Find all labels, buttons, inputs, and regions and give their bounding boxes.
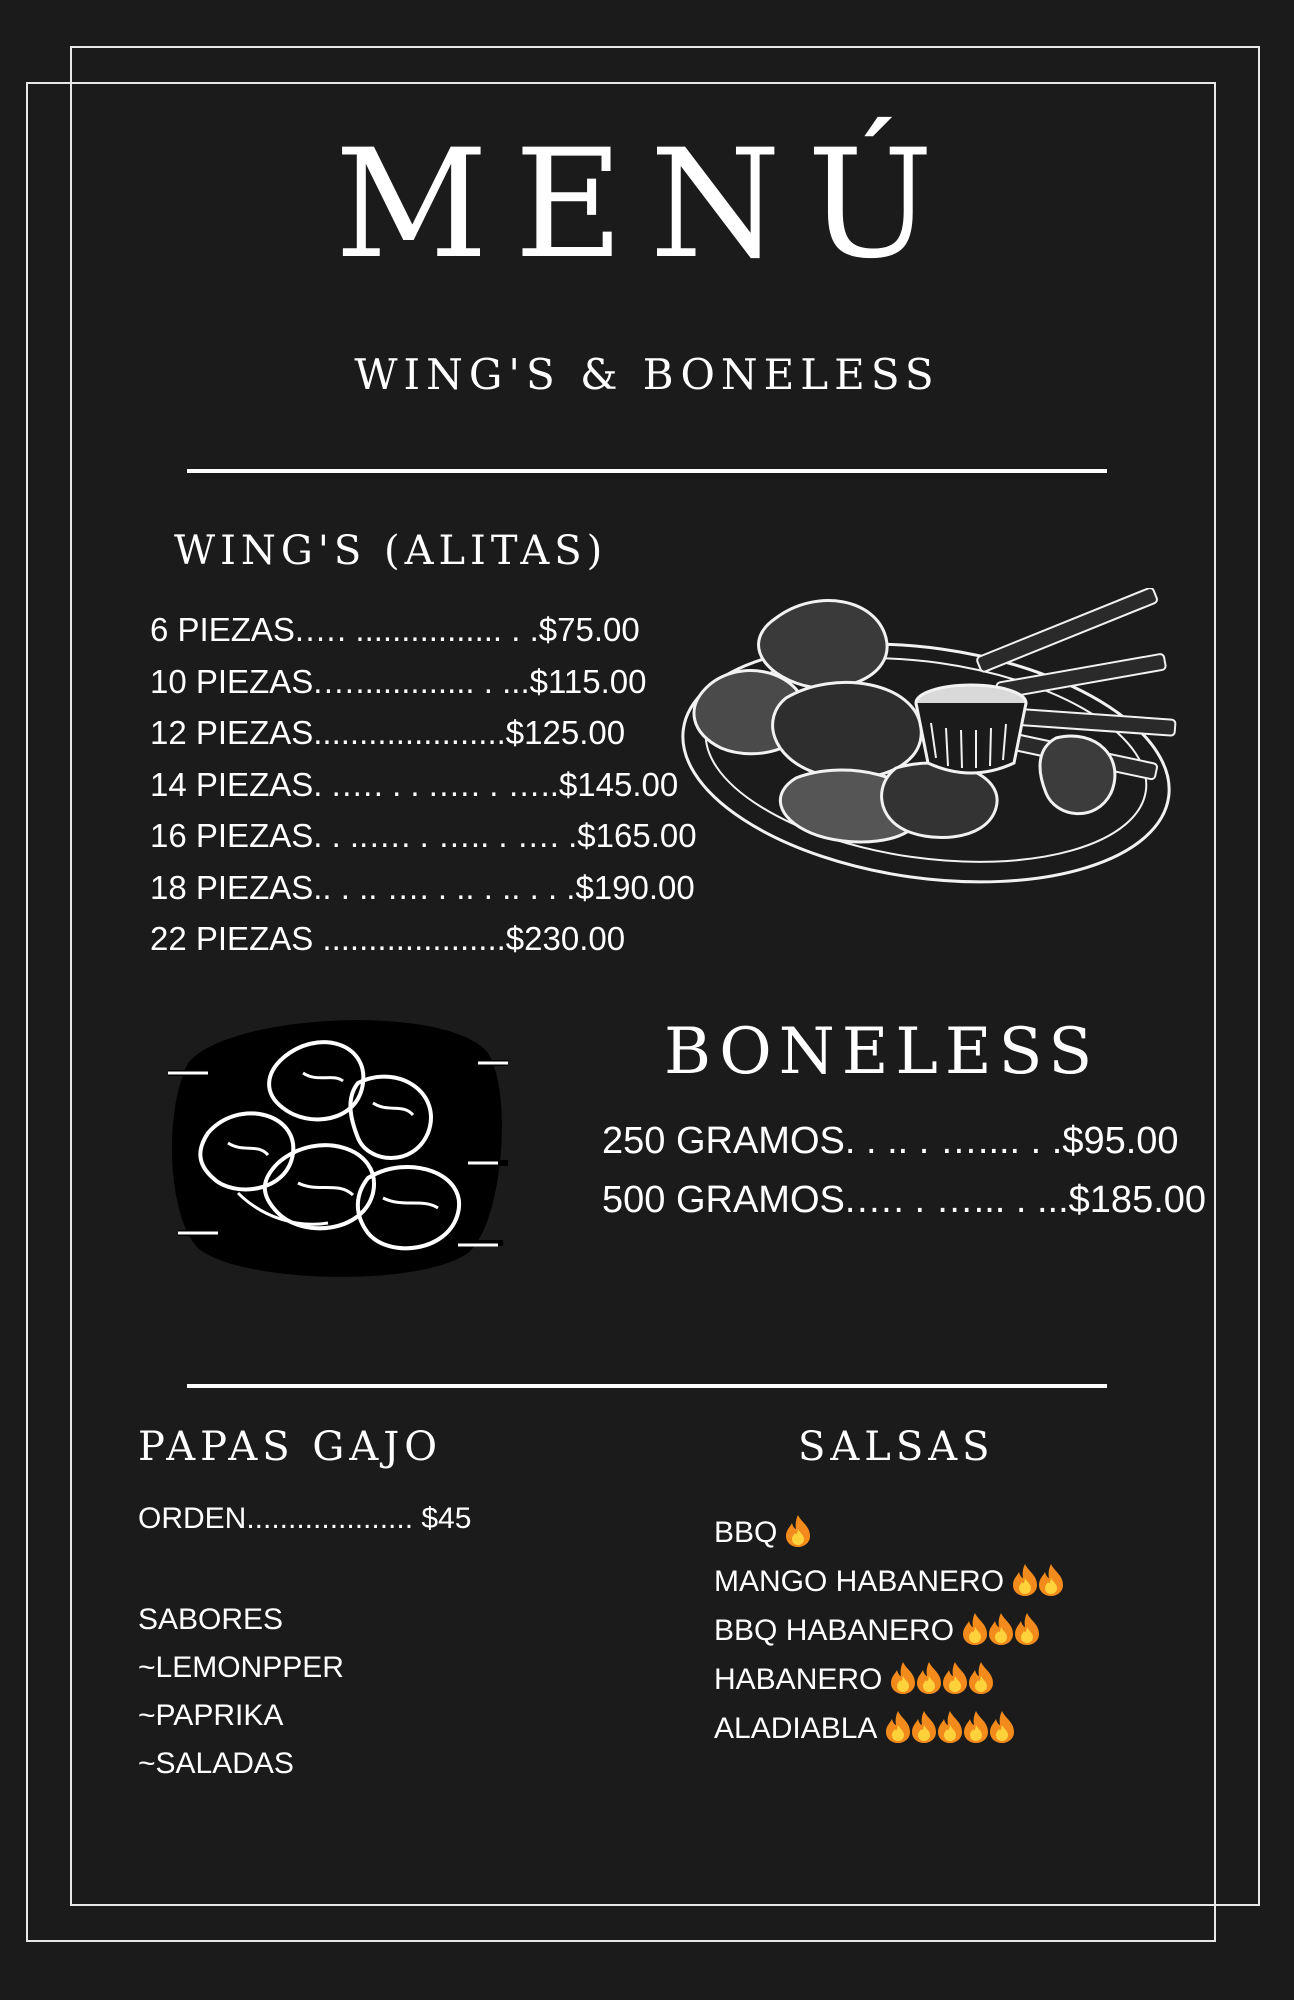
- papas-heading: PAPAS GAJO: [138, 1424, 443, 1470]
- fire-icon: [1012, 1612, 1042, 1646]
- list-item: 16 PIEZAS. . ..…. . ….. . …. .$165.00: [150, 817, 697, 854]
- list-item: [714, 1557, 1062, 1606]
- papas-order-price: ORDEN.................... $45: [138, 1502, 472, 1535]
- list-item: 12 PIEZAS.....................$125.00: [150, 714, 626, 751]
- list-item: [714, 1655, 1062, 1704]
- list-item: [714, 1704, 1062, 1753]
- boneless-illustration: [168, 1003, 508, 1283]
- divider: [187, 1384, 1107, 1388]
- list-item: 18 PIEZAS.. . .. …. . .. . .. . . .$190.00: [150, 868, 695, 906]
- list-item: ~PAPRIKA: [138, 1699, 284, 1732]
- salsa-name: HABANERO: [714, 1663, 883, 1696]
- divider: [187, 469, 1107, 473]
- salsas-list: [714, 1508, 1062, 1753]
- list-item: ~LEMONPPER: [138, 1651, 344, 1684]
- heat-level: [883, 1712, 1013, 1745]
- sabores-list: [138, 1596, 344, 1788]
- list-item: 10 PIEZAS.…............. . ...$115.00: [150, 662, 647, 700]
- wings-price-list: [150, 604, 697, 965]
- heat-level: [783, 1516, 809, 1549]
- fire-icon: [1036, 1563, 1066, 1597]
- heat-level: [888, 1663, 992, 1696]
- salsa-name: BBQ HABANERO: [714, 1614, 955, 1647]
- fire-icon: [987, 1710, 1017, 1744]
- wings-heading: WING'S (ALITAS): [174, 528, 608, 574]
- salsas-heading: SALSAS: [798, 1424, 995, 1470]
- sabores-title: SABORES: [138, 1603, 284, 1636]
- list-item: 250 GRAMOS. . .. . ….... . .$95.00: [602, 1120, 1179, 1162]
- list-item: 22 PIEZAS ....................$230.00: [150, 920, 626, 957]
- fire-icon: [783, 1514, 813, 1548]
- wings-plate-illustration: [676, 588, 1186, 888]
- heat-level: [1010, 1565, 1062, 1598]
- menu-title: MENÚ: [334, 118, 960, 292]
- list-item: 6 PIEZAS.…. ................ . .$75.00: [150, 611, 640, 648]
- boneless-price-list: [602, 1112, 1206, 1230]
- list-item: 500 GRAMOS.…. . …... . ...$185.00: [602, 1179, 1207, 1221]
- fire-icon: [966, 1661, 996, 1695]
- salsa-name: MANGO HABANERO: [714, 1565, 1005, 1598]
- heat-level: [960, 1614, 1038, 1647]
- menu-subtitle: WING'S & BONELESS: [354, 350, 940, 399]
- list-item: ~SALADAS: [138, 1747, 294, 1780]
- list-item: [714, 1508, 1062, 1557]
- list-item: 14 PIEZAS. .…. . . .…. . …..$145.00: [150, 765, 679, 803]
- boneless-heading: BONELESS: [664, 1015, 1100, 1089]
- salsa-name: ALADIABLA: [714, 1712, 878, 1745]
- list-item: [714, 1606, 1062, 1655]
- salsa-name: BBQ: [714, 1516, 778, 1549]
